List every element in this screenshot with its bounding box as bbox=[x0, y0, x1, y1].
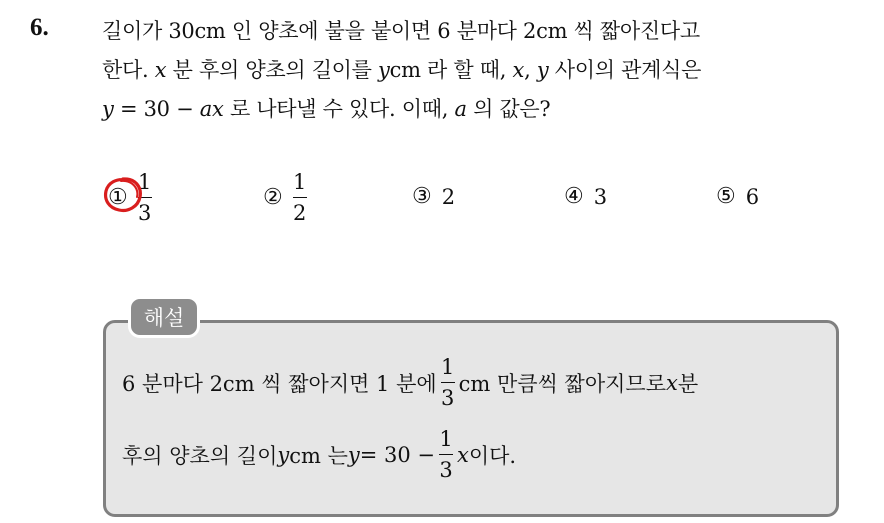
text: 이다. bbox=[468, 443, 517, 468]
solution-tag: 해설 bbox=[128, 296, 200, 338]
question-line-1: 길이가 30cm 인 양초에 불을 붙이면 6 분마다 2cm 씩 짧아진다고 bbox=[102, 19, 700, 43]
denominator: 2 bbox=[293, 201, 307, 225]
fraction bbox=[439, 427, 453, 482]
numerator: 1 bbox=[293, 170, 307, 194]
choice-number: ③ bbox=[412, 184, 432, 209]
choice-3[interactable] bbox=[412, 184, 455, 209]
choice-value: 3 bbox=[593, 184, 608, 209]
text: cm 라 할 때, bbox=[389, 58, 513, 82]
text: 분 bbox=[677, 371, 699, 396]
solution-box bbox=[103, 320, 839, 517]
choice-5[interactable] bbox=[716, 184, 759, 209]
choice-number: ⑤ bbox=[716, 184, 736, 209]
choice-number: ④ bbox=[564, 184, 584, 209]
fraction-bar bbox=[441, 382, 455, 383]
fraction bbox=[293, 170, 307, 225]
choice-value: 6 bbox=[745, 184, 760, 209]
text: 분 후의 양초의 길이를 bbox=[166, 58, 379, 82]
solution-line-2 bbox=[122, 427, 516, 482]
text: cm 는 bbox=[289, 443, 348, 468]
text: 의 값은? bbox=[466, 97, 551, 121]
question-line-2 bbox=[102, 51, 872, 90]
fraction-bar bbox=[293, 197, 307, 198]
var-y: y bbox=[347, 442, 360, 467]
choice-4[interactable] bbox=[564, 184, 607, 209]
question-number: 6. bbox=[30, 14, 49, 41]
text: cm 만큼씩 짧아지므로 bbox=[458, 371, 666, 396]
var-ax: ax bbox=[199, 97, 224, 121]
answer-circle-mark bbox=[101, 175, 145, 215]
var-y: y bbox=[277, 442, 290, 467]
choice-number: ① bbox=[108, 185, 128, 210]
var-x: x bbox=[665, 370, 678, 395]
text: 후의 양초의 길이 bbox=[122, 443, 278, 468]
text: = 30 − bbox=[113, 97, 200, 121]
fraction bbox=[441, 355, 455, 410]
denominator: 3 bbox=[138, 201, 152, 225]
question-line-3 bbox=[102, 90, 872, 129]
choice-number: ② bbox=[263, 185, 283, 210]
text: 로 나타낼 수 있다. 이때, bbox=[223, 97, 455, 121]
solution-line-1 bbox=[122, 355, 698, 410]
var-y: y bbox=[102, 97, 114, 121]
text: = 30 − bbox=[359, 442, 436, 467]
text: 사이의 관계식은 bbox=[548, 58, 702, 82]
question-text bbox=[102, 12, 872, 129]
choice-2[interactable] bbox=[263, 170, 307, 225]
denominator: 3 bbox=[440, 386, 455, 410]
text: 한다. bbox=[102, 58, 155, 82]
numerator: 1 bbox=[138, 170, 152, 194]
var-y: y bbox=[378, 58, 390, 82]
numerator: 1 bbox=[440, 355, 455, 379]
text: , bbox=[524, 58, 537, 82]
var-a: a bbox=[454, 97, 467, 121]
choice-value: 2 bbox=[441, 184, 456, 209]
text: 6 분마다 2cm 씩 짧아지면 1 분에 bbox=[122, 371, 437, 396]
var-x: x bbox=[154, 58, 167, 82]
numerator: 1 bbox=[439, 427, 453, 451]
denominator: 3 bbox=[439, 458, 453, 482]
var-x: x bbox=[512, 58, 525, 82]
var-x: x bbox=[457, 442, 469, 467]
var-y: y bbox=[536, 58, 549, 82]
fraction-bar bbox=[439, 454, 453, 455]
